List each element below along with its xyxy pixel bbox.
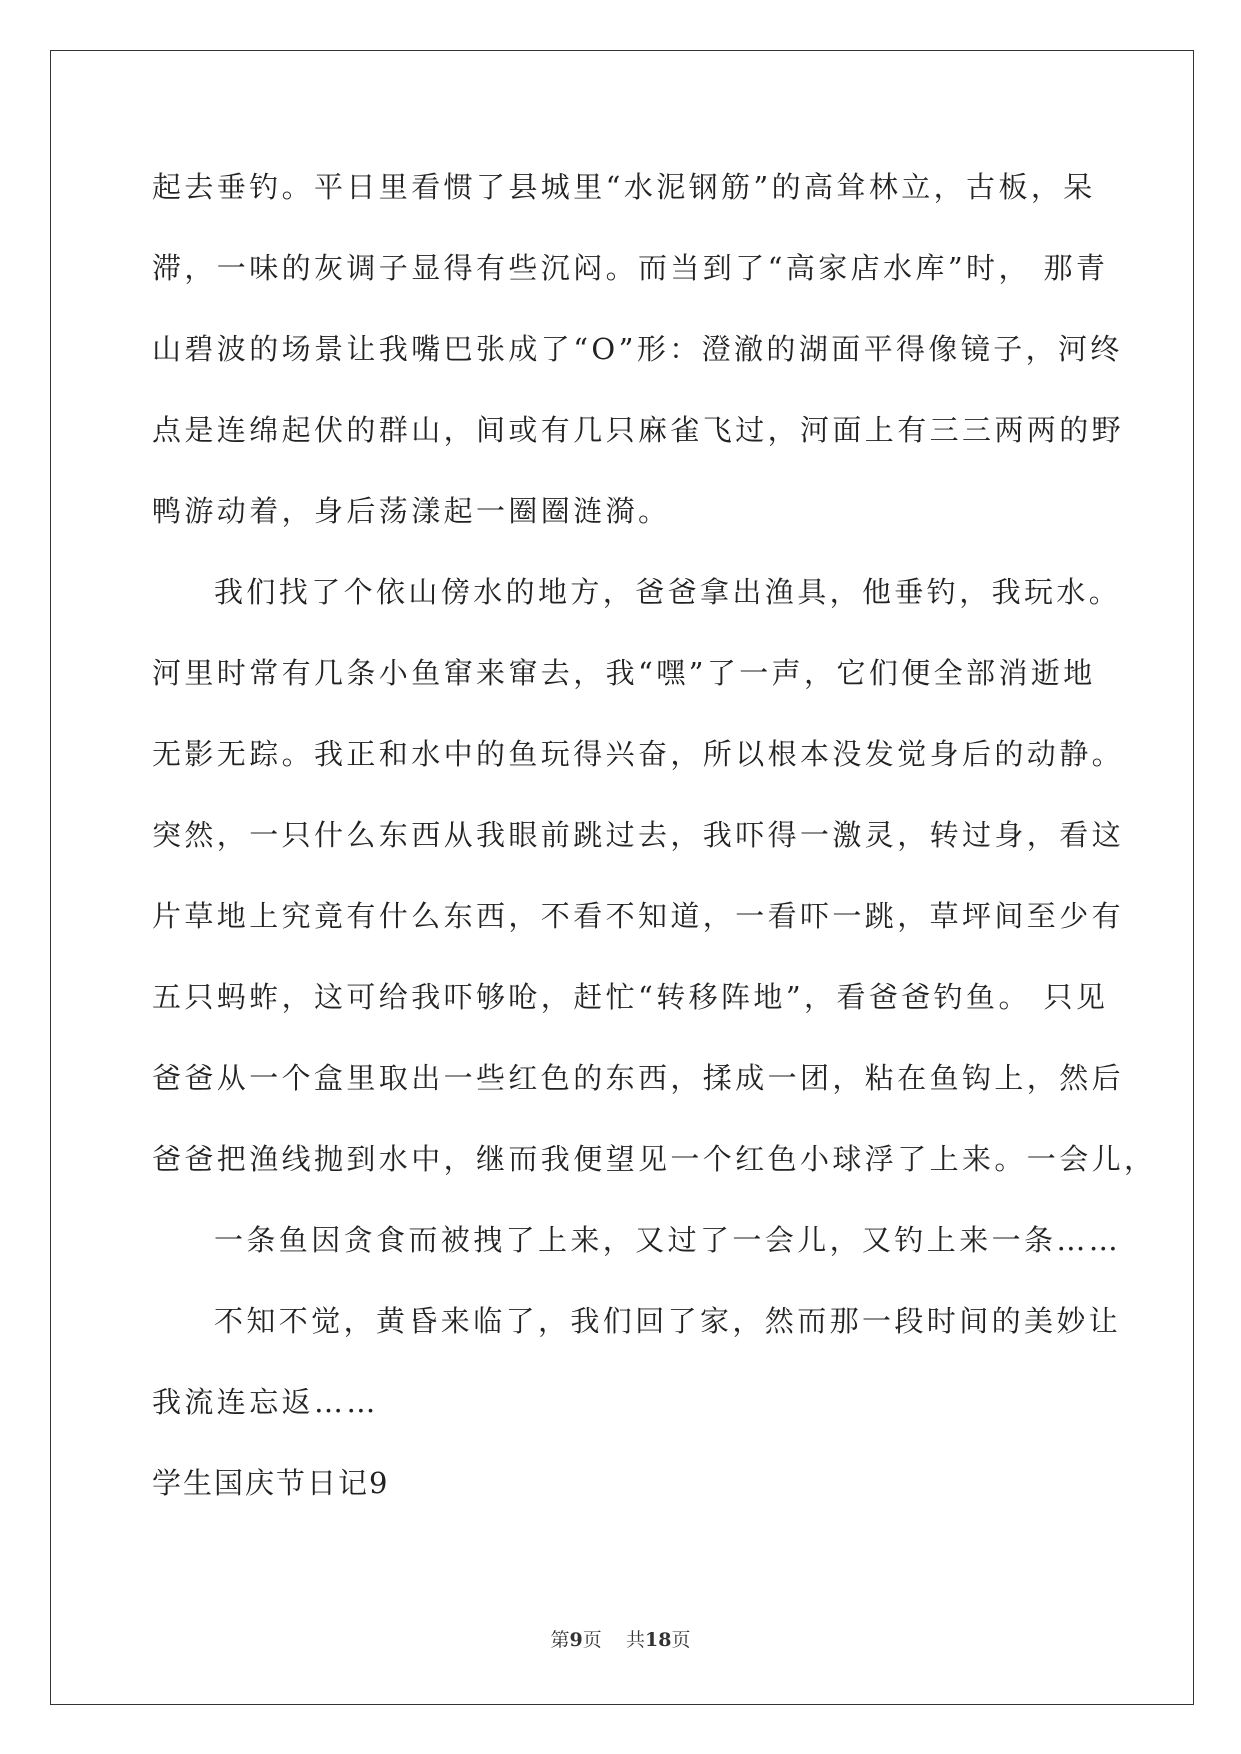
current-page-number: 9	[569, 1629, 583, 1651]
body-line: 无影无踪。我正和水中的鱼玩得兴奋，所以根本没发觉身后的动静。	[152, 737, 1125, 771]
body-line: 我流连忘返……	[152, 1385, 379, 1419]
body-line: 起去垂钓。平日里看惯了县城里“水泥钢筋”的高耸林立，古板，呆	[152, 170, 1096, 204]
body-line: 不知不觉，黄昏来临了，我们回了家，然而那一段时间的美妙让	[214, 1304, 1122, 1338]
body-line: 突然，一只什么东西从我眼前跳过去，我吓得一激灵，转过身，看这	[152, 818, 1125, 852]
page-footer	[0, 1625, 1241, 1652]
body-line: 鸭游动着，身后荡漾起一圈圈涟漪。	[152, 494, 671, 528]
section-heading: 学生国庆节日记9	[152, 1466, 390, 1500]
body-line: 片草地上究竟有什么东西，不看不知道，一看吓一跳，草坪间至少有	[152, 899, 1125, 933]
body-line: 滞，一味的灰调子显得有些沉闷。而当到了“高家店水库”时， 那青	[152, 251, 1109, 285]
footer-total-prefix: 共	[625, 1629, 645, 1651]
footer-total-suffix: 页	[671, 1629, 691, 1651]
body-line: 爸爸把渔线抛到水中，继而我便望见一个红色小球浮了上来。一会儿，	[152, 1142, 1157, 1176]
body-line: 山碧波的场景让我嘴巴张成了“O”形：澄澈的湖面平得像镜子，河终	[152, 332, 1123, 366]
body-line: 点是连绵起伏的群山，间或有几只麻雀飞过，河面上有三三两两的野	[152, 413, 1125, 447]
document-body	[152, 160, 1157, 1537]
footer-page-suffix: 页	[582, 1629, 602, 1651]
footer-prefix: 第	[550, 1629, 570, 1651]
body-line: 五只蚂蚱，这可给我吓够呛，赶忙“转移阵地”，看爸爸钓鱼。 只见	[152, 980, 1109, 1014]
body-line: 河里时常有几条小鱼窜来窜去，我“嘿”了一声，它们便全部消逝地	[152, 656, 1096, 690]
body-line: 爸爸从一个盒里取出一些红色的东西，揉成一团，粘在鱼钩上，然后	[152, 1061, 1125, 1095]
body-line: 我们找了个依山傍水的地方，爸爸拿出渔具，他垂钓，我玩水。	[214, 575, 1122, 609]
body-line: 一条鱼因贪食而被拽了上来，又过了一会儿，又钓上来一条……	[214, 1223, 1122, 1257]
total-page-count: 18	[644, 1629, 672, 1651]
